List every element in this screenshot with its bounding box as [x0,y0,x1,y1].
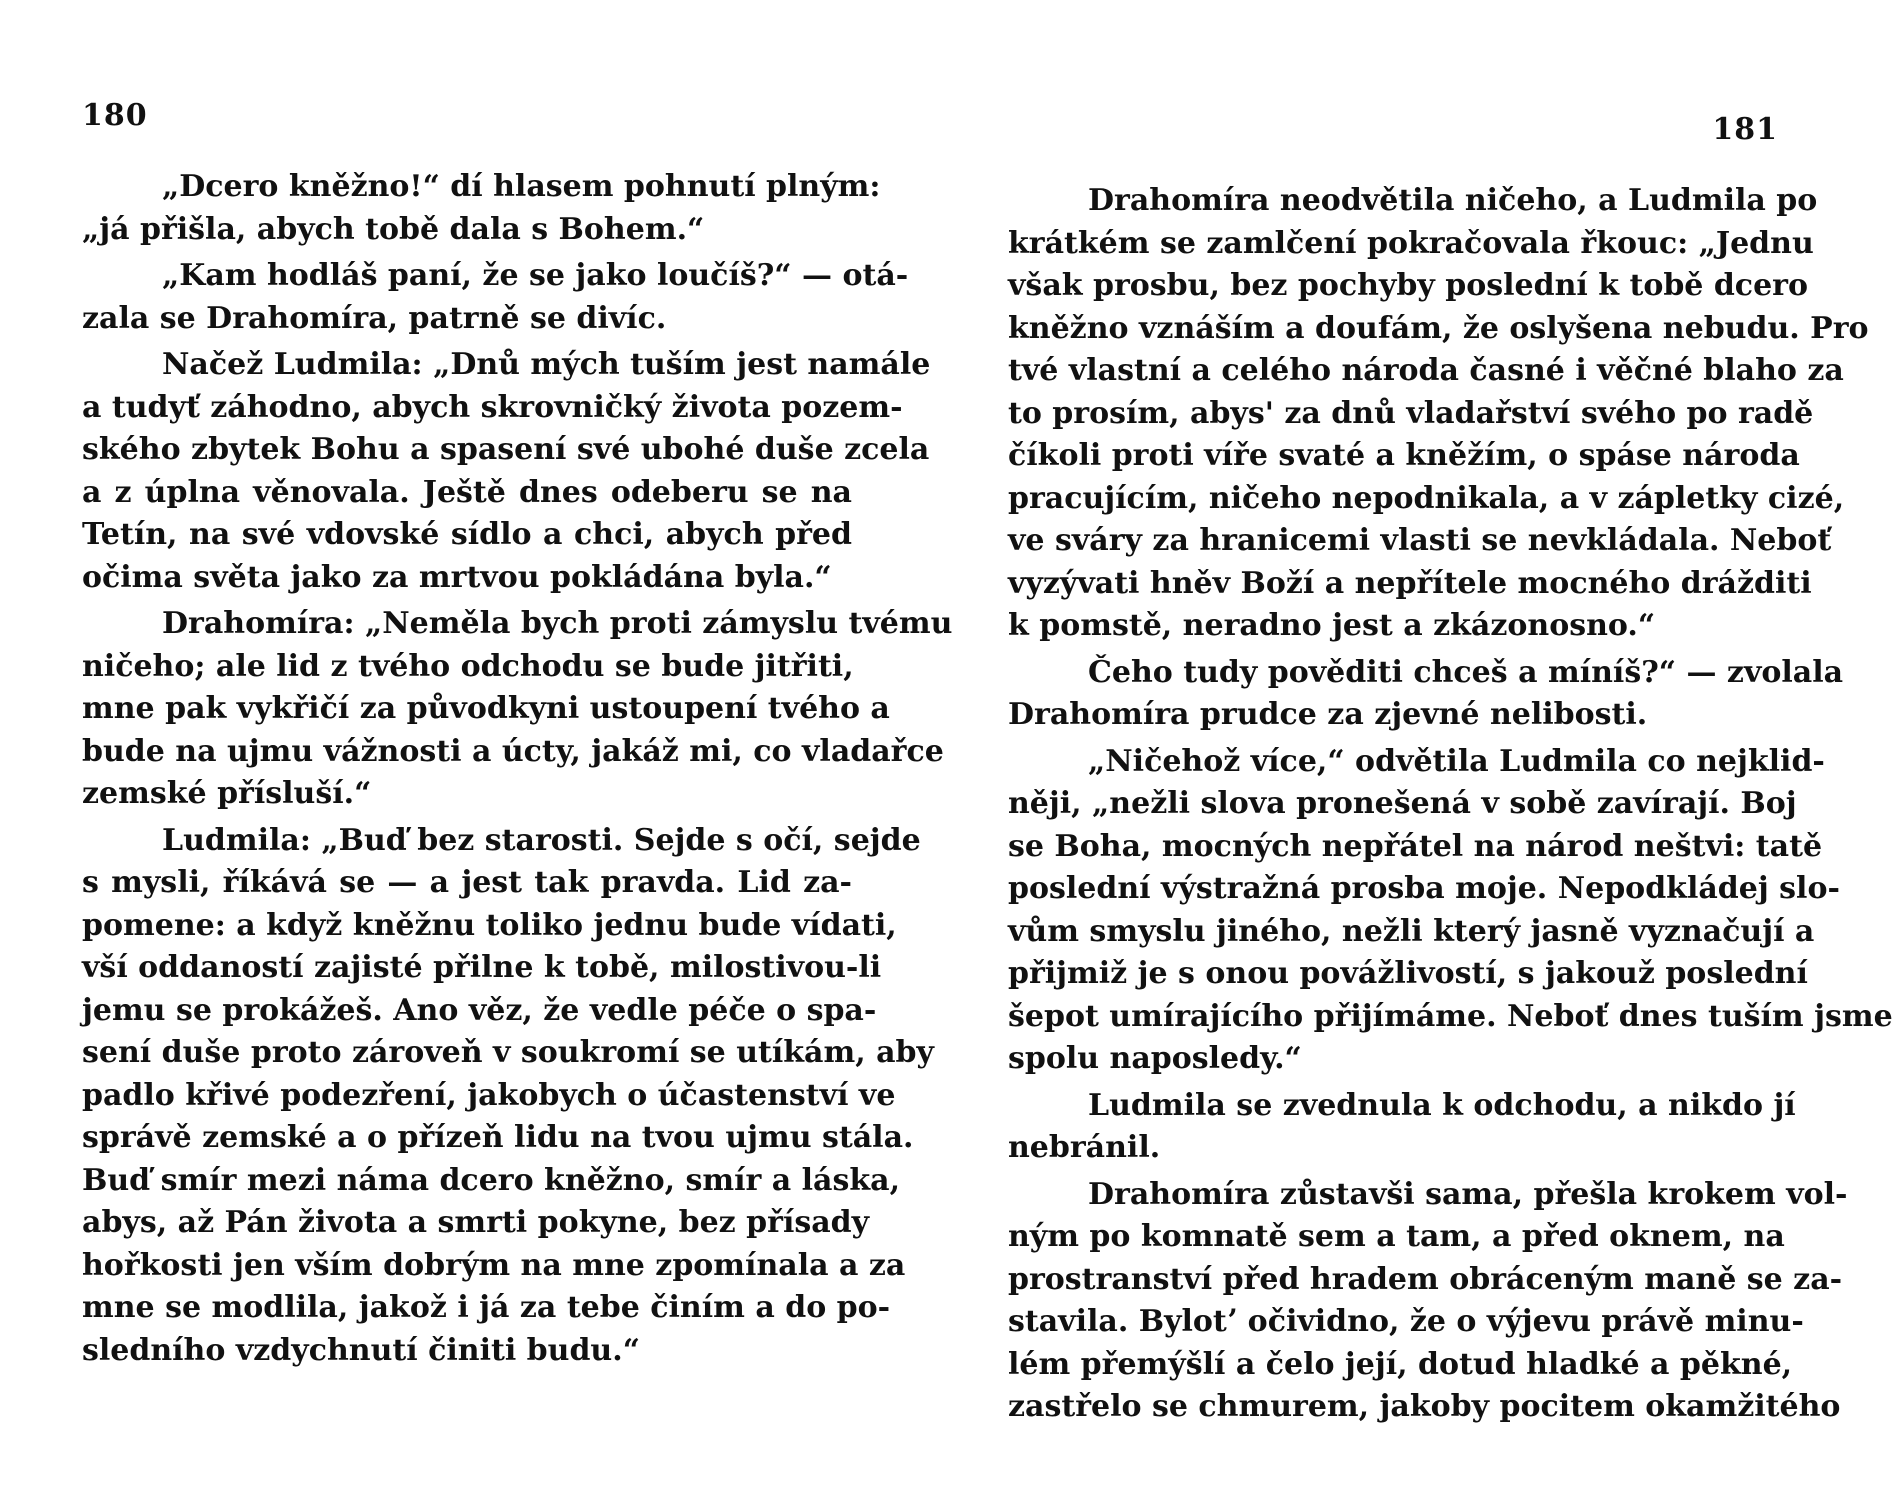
text-line: číkoli proti víře svaté a kněžím, o spáse národa [1008,438,1800,473]
text-line: se Boha, mocných nepřátel na národ neštvi: tatě [1008,828,1823,864]
text-line: však prosbu, bez pochyby poslední k tobě dcero [1008,268,1808,303]
text-line: prostranství před hradem obráceným maně se za- [1008,1261,1843,1297]
text-line: ným po komnatě sem a tam, a před oknem, na [1008,1219,1785,1254]
text-line: sení duše proto zároveň v soukromí se utíkám, aby [82,1035,934,1070]
text-line: zala se Drahomíra, patrně se divíc. [82,300,667,336]
text-line: vší oddaností zajisté přilne k tobě, milostivou-li [82,950,882,985]
text-line: Tetín, na své vdovské sídlo a chci, abych před [82,517,852,552]
text-line: jemu se prokážeš. Ano věz, že vedle péče o spa- [82,992,877,1028]
text-line: lém přemýšlí a čelo její, dotud hladké a pěkné, [1008,1346,1793,1382]
text-line: Drahomíra zůstavši sama, přešla krokem vol- [1088,1176,1848,1212]
text-line: mne pak vykřičí za původkyni ustoupení tvého a [82,691,890,726]
text-line: nebránil. [1008,1130,1161,1165]
text-line: správě zemské a o přízeň lidu na tvou ujmu stála. [82,1120,914,1155]
text-line: pracujícím, ničeho nepodnikala, a v zápletky cizé, [1008,480,1845,516]
text-line: „Kam hodláš paní, že se jako loučíš?“ — otá- [162,258,909,293]
text-line: „já přišla, abych tobě dala s Bohem.“ [82,211,705,247]
text-line: „Ničehož více,“ odvětila Ludmila co nejklid- [1088,743,1825,779]
text-line: pomene: a když kněžnu toliko jednu bude vídati, [82,907,897,943]
right-page-number: 181 [1712,112,1778,147]
text-line: vyzývati hněv Boží a nepřítele mocného drážditi [1008,565,1812,601]
left-page [82,0,953,1500]
text-line: hořkosti jen vším dobrým na mne zpomínala a za [82,1247,906,1283]
text-line: k pomstě, neradno jest a zkázonosno.“ [1008,608,1656,643]
right-page-text [1008,180,1893,1429]
left-page-text [82,166,953,1372]
text-line: kněžno vznáším a doufám, že oslyšena nebudu. Pro [1008,310,1869,346]
text-line: něji, „nežli slova pronešená v sobě zavírají. Boj [1008,786,1797,821]
text-line: vům smyslu jiného, nežli který jasně vyznačují a [1008,913,1815,949]
text-line: šepot umírajícího přijímáme. Neboť dnes tuším jsme [1008,998,1893,1034]
text-line: s mysli, říkává se — a jest tak pravda. Lid za- [82,865,852,900]
right-page [1008,0,1893,1500]
text-line: Drahomíra: „Neměla bych proti zámyslu tvému [162,606,953,641]
text-line: bude na ujmu vážnosti a úcty, jakáž mi, co vladařce [82,733,944,769]
text-line: sledního vzdychnutí činiti budu.“ [82,1332,640,1368]
text-line: krátkém se zamlčení pokračovala řkouc: „Jednu [1008,225,1814,261]
text-line: poslední výstražná prosba moje. Nepodkládej slo- [1008,871,1840,906]
text-line: ského zbytek Bohu a spasení své ubohé duše zcela [82,432,930,467]
text-line: ničeho; ale lid z tvého odchodu se bude jitřiti, [82,648,854,684]
text-line: Drahomíra neodvětila ničeho, a Ludmila po [1088,183,1818,218]
left-page-number: 180 [82,98,148,133]
text-line: očima světa jako za mrtvou pokládána byla.“ [82,559,832,595]
text-line: ve sváry za hranicemi vlasti se nevkládala. Neboť [1008,523,1832,558]
text-line: tvé vlastní a celého národa časné i věčné blaho za [1008,353,1844,388]
text-line: Načež Ludmila: „Dnů mých tuším jest namále [162,347,931,382]
text-line: Ludmila: „Buď bez starosti. Sejde s očí, sejde [162,822,921,858]
text-line: to prosím, abys' za dnů vladařství svého po radě [1008,395,1814,431]
text-line: přijmiž je s onou povážlivostí, s jakouž poslední [1008,956,1808,991]
text-line: mne se modlila, jakož i já za tebe činím a do po- [82,1290,891,1325]
text-line: Drahomíra prudce za zjevné nelibosti. [1008,697,1648,732]
text-line: abys, až Pán života a smrti pokyne, bez přísady [82,1205,870,1240]
text-line: a tudyť záhodno, abych skrovničký života pozem- [82,389,903,425]
text-line: spolu naposledy.“ [1008,1041,1302,1076]
text-line: zemské přísluší.“ [82,776,372,811]
text-line: Buď smír mezi náma dcero kněžno, smír a láska, [82,1162,901,1198]
text-line: a z úplna věnovala. Ještě dnes odeberu se na [82,474,852,510]
text-line: stavila. Bylotʼ očividno, že o výjevu právě minu- [1008,1304,1804,1339]
text-line: Čeho tudy pověditi chceš a míníš?“ — zvolala [1088,654,1844,690]
text-line: zastřelo se chmurem, jakoby pocitem okamžitého [1008,1389,1841,1424]
text-line: padlo křivé podezření, jakobych o účastenství ve [82,1077,896,1113]
text-line: „Dcero kněžno!“ dí hlasem pohnutí plným: [162,169,881,204]
text-line: Ludmila se zvednula k odchodu, a nikdo jí [1088,1087,1796,1123]
